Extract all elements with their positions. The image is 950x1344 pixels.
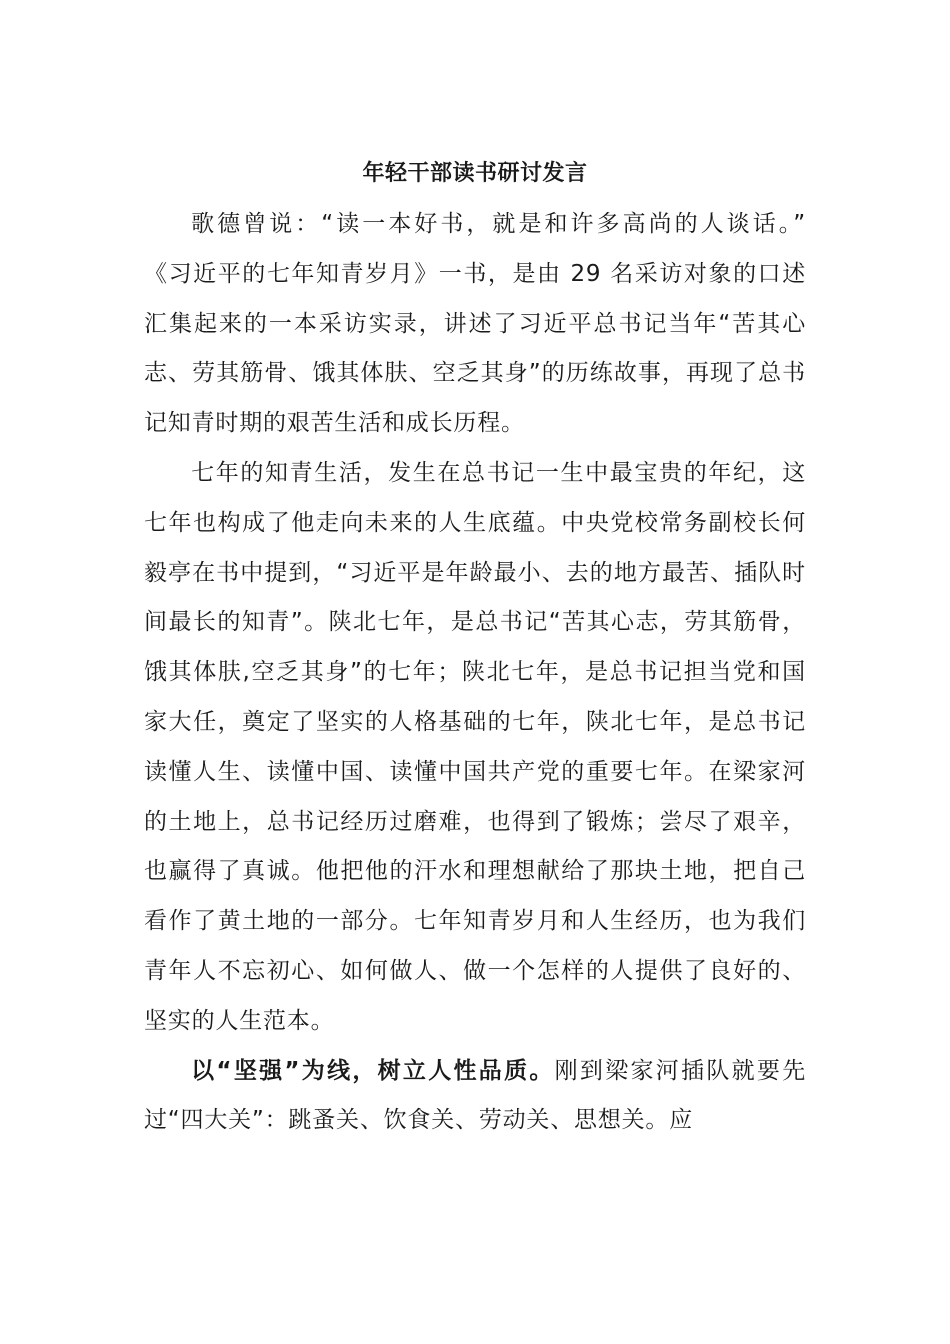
document-title: 年轻干部读书研讨发言 <box>362 161 588 186</box>
paragraph-3 <box>144 1047 806 1147</box>
paragraph-3-text: 刚到梁家河插队就要先过“四大关”：跳蚤关、饮食关、劳动关、思想关。应 <box>144 1057 806 1134</box>
document-page <box>144 150 806 1146</box>
paragraph-3-lead-heading: 以“坚强”为线，树立人性品质。 <box>191 1057 555 1084</box>
paragraph-1 <box>144 200 806 449</box>
paragraph-1-text: 歌德曾说：“读一本好书，就是和许多高尚的人谈话。” 《习近平的七年知青岁月》一书，是由 29 名采访对象的口述汇集起来的一本采访实录，讲述了习近平总书记当年“苦其心志、劳其筋骨、饿其体肤、空乏其身”的历练故事，再现了总书记知青时期的艰苦生活和成长历程。 <box>144 211 806 437</box>
paragraph-2-text: 七年的知青生活，发生在总书记一生中最宝贵的年纪，这七年也构成了他走向未来的人生底蕴。中央党校常务副校长何毅亭在书中提到，“习近平是年龄最小、去的地方最苦、插队时间最长的知青”。陕北七年，是总书记“苦其心志，劳其筋骨，饿其体肤,空乏其身”的七年；陕北七年，是总书记担当党和国家大任，奠定了坚实的人格基础的七年，陕北七年，是总书记读懂人生、读懂中国、读懂中国共产党的重要七年。在梁家河的土地上，总书记经历过磨难，也得到了锻炼；尝尽了艰辛，也赢得了真诚。他把他的汗水和理想献给了那块土地，把自己看作了黄土地的一部分。七年知青岁月和人生经历，也为我们青年人不忘初心、如何做人、做一个怎样的人提供了良好的、坚实的人生范本。 <box>144 459 806 1034</box>
paragraph-2 <box>144 449 806 1047</box>
